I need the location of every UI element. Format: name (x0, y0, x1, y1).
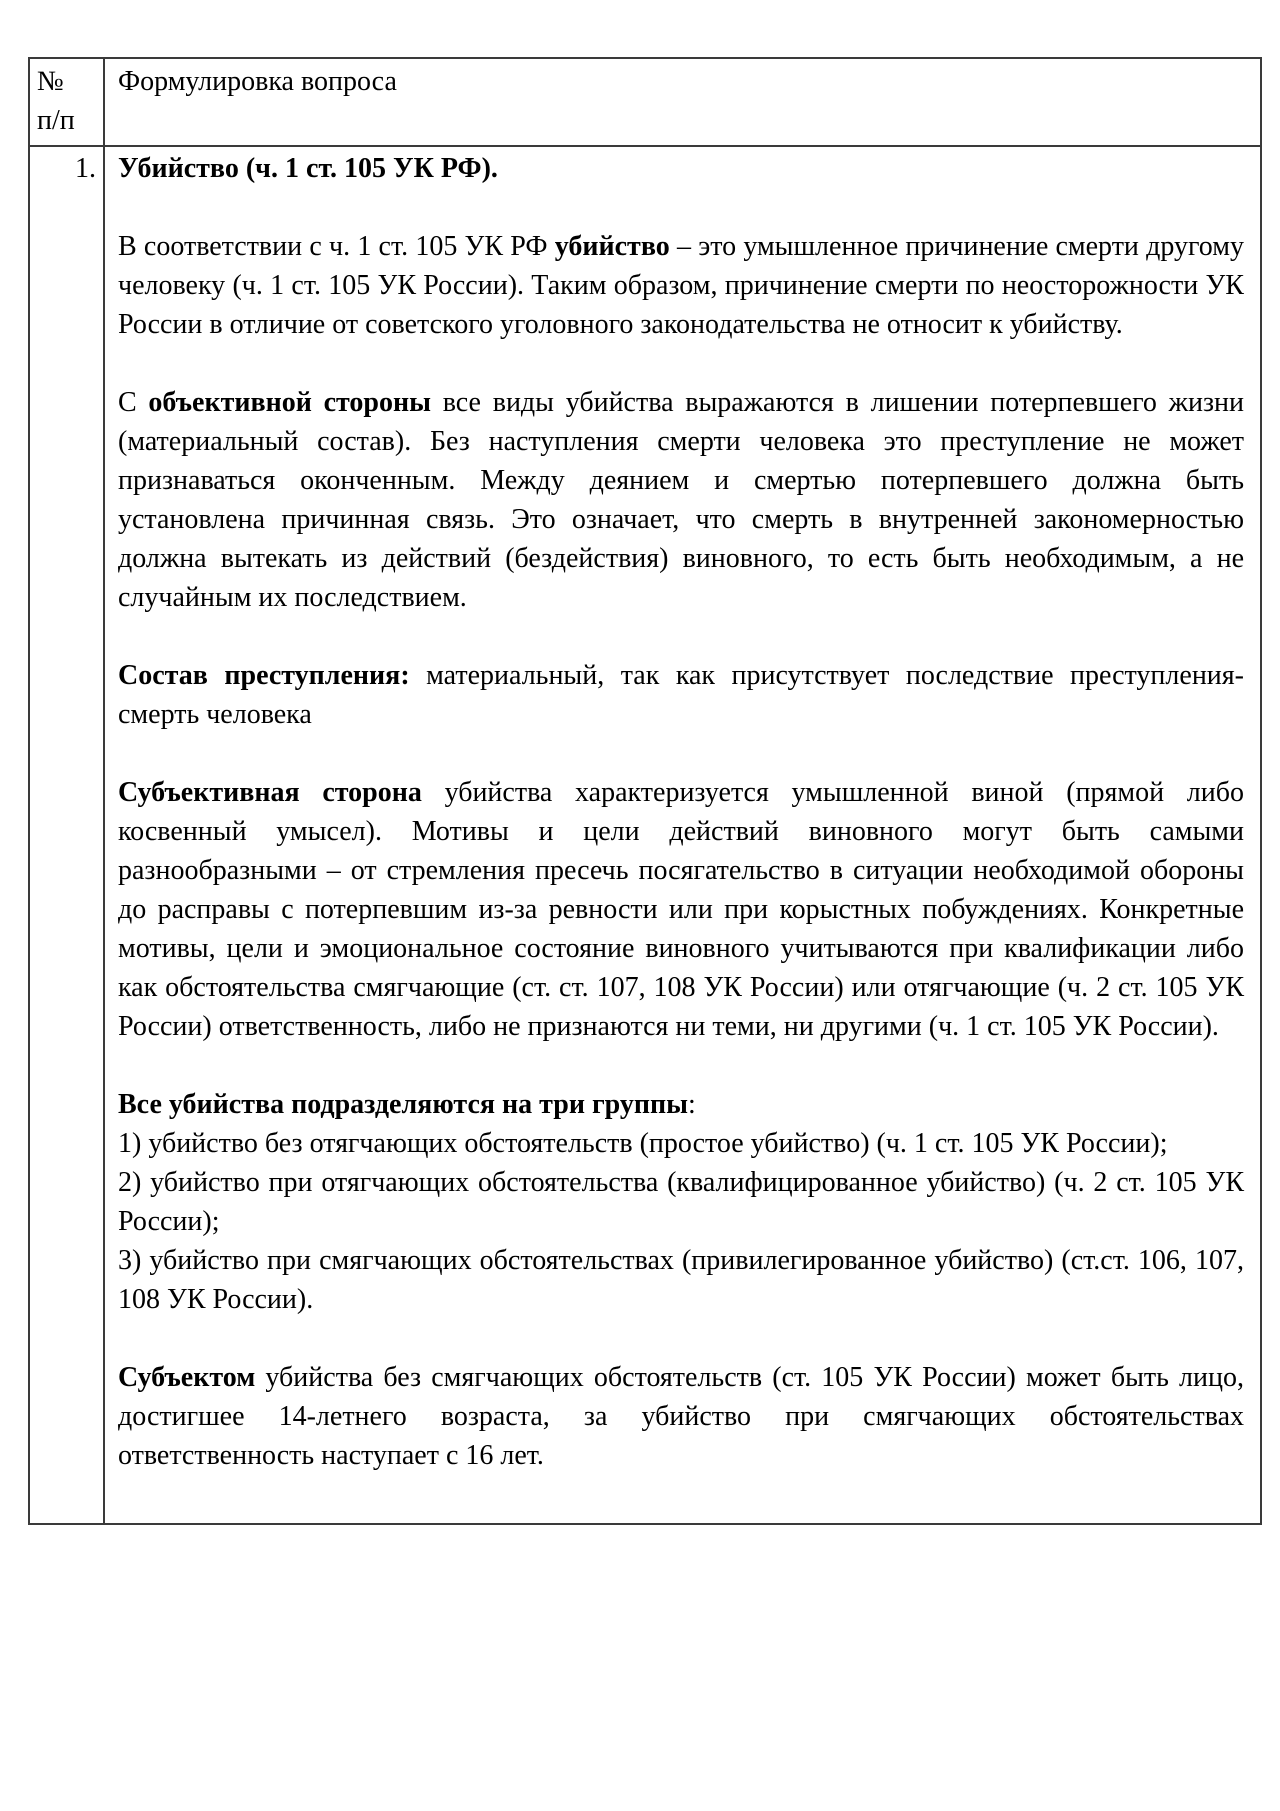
paragraph: Убийство (ч. 1 ст. 105 УК РФ). (118, 153, 498, 184)
header-number-line2: п/п (37, 105, 75, 136)
paragraph: Субъектом убийства без смягчающих обстоятельств (ст. 105 УК России) может быть лицо, достигшее 14-летнего возраста, за убийство при смягчающих обстоятельствах ответственность наступает с 16 лет. (118, 1362, 1244, 1471)
question-cell (104, 146, 1261, 1524)
paragraph: В соответствии с ч. 1 ст. 105 УК РФ убийство – это умышленное причинение смерти другому человеку (ч. 1 ст. 105 УК России). Таким образом, причинение смерти по неосторожности УК России в отличие от советского уголовного законодательства не относит к убийству. (118, 231, 1244, 340)
header-number-column (29, 58, 104, 146)
blank-line (118, 617, 1244, 656)
blank-line (118, 734, 1244, 773)
row-number: 1. (29, 146, 104, 1524)
blank-line (118, 344, 1244, 383)
blank-line (118, 188, 1244, 227)
questions-table (28, 57, 1262, 1525)
paragraph: 3) убийство при смягчающих обстоятельствах (привилегированное убийство) (ст.ст. 106, 107, 108 УК России). (118, 1245, 1244, 1315)
paragraph: Состав преступления: материальный, так как присутствует последствие преступления-смерть человека (118, 660, 1244, 730)
paragraph: 1) убийство без отягчающих обстоятельств (простое убийство) (ч. 1 ст. 105 УК России); (118, 1128, 1168, 1159)
table-header-row (29, 58, 1261, 146)
blank-line (118, 1046, 1244, 1085)
header-question-column (104, 58, 1261, 146)
table-body (29, 146, 1261, 1524)
paragraph: С объективной стороны все виды убийства выражаются в лишении потерпевшего жизни (материальный состав). Без наступления смерти человека это преступление не может признаваться оконченным. Между деянием и смертью потерпевшего должна быть установлена причинная связь. Это означает, что смерть в внутренней закономерностью должна вытекать из действий (бездействия) виновного, то есть быть необходимым, а не случайным их последствием. (118, 387, 1245, 613)
paragraph: Субъективная сторона убийства характеризуется умышленной виной (прямой либо косвенный умысел). Мотивы и цели действий виновного могут быть самыми разнообразными – от стремления пресечь посягательство в ситуации необходимой обороны до расправы с потерпевшим из-за ревности или при корыстных побуждениях. Конкретные мотивы, цели и эмоциональное состояние виновного учитываются при квалификации либо как обстоятельства смягчающие (ст. ст. 107, 108 УК России) или отягчающие (ч. 2 ст. 105 УК России) ответственность, либо не признаются ни теми, ни другими (ч. 1 ст. 105 УК России). (118, 777, 1244, 1042)
paragraph: Все убийства подразделяются на три группы: (118, 1089, 696, 1120)
header-question-label: Формулировка вопроса (118, 66, 397, 97)
blank-line (118, 1319, 1244, 1358)
table-row (29, 146, 1261, 1524)
header-number-line1: № (37, 66, 64, 97)
paragraph: 2) убийство при отягчающих обстоятельства (квалифицированное убийство) (ч. 2 ст. 105 УК России); (118, 1167, 1244, 1237)
